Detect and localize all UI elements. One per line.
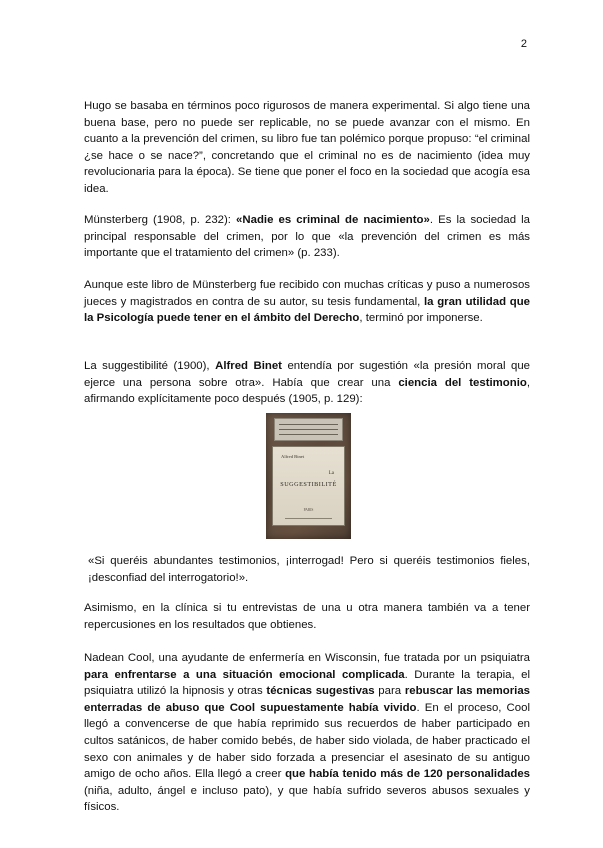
text-segment: (niña, adulto, ángel e incluso pato), y que había sufrido severos abusos sexuales y físicos. bbox=[84, 784, 530, 814]
text-segment: Aunque este libro de Münsterberg fue recibido con muchas críticas y puso a numerosos jueces y magistrados en contra de su autor, su tesis fundamental, bbox=[84, 279, 530, 308]
book-cover-article: La bbox=[328, 471, 334, 476]
paragraph-munsterberg-quote bbox=[84, 212, 530, 262]
band-line bbox=[279, 424, 338, 425]
band-line bbox=[279, 434, 338, 435]
bold-segment: para enfrentarse a una situación emocional complicada bbox=[84, 668, 405, 681]
book-cover-title: SUGGESTIBILITÉ bbox=[280, 481, 337, 488]
bold-segment: la gran utilidad que la Psicología puede tener en el ámbito del Derecho bbox=[84, 295, 530, 325]
text-segment: La suggestibilité (1900), bbox=[84, 360, 216, 372]
paragraph-nadean-cool bbox=[84, 650, 530, 816]
text-segment: . Es la sociedad la principal responsable del crimen, por lo que «la prevención del crimen es más importante que el tratamiento del crimen» (p. 233). bbox=[84, 214, 530, 260]
bold-segment: que había tenido más de 120 personalidades bbox=[285, 768, 530, 781]
book-cover-rule bbox=[285, 518, 332, 519]
book-cover-title-plate bbox=[272, 446, 345, 526]
text-segment: Münsterberg (1908, p. 232): bbox=[84, 214, 237, 226]
bold-segment: «Nadie es criminal de nacimiento» bbox=[236, 214, 430, 226]
text-segment: para bbox=[374, 685, 405, 698]
band-line bbox=[279, 429, 338, 430]
bold-segment: Alfred Binet bbox=[215, 360, 282, 372]
book-cover-image bbox=[266, 413, 351, 539]
paragraph-clinic: Asimismo, en la clínica si tu entrevistas de una u otra manera también va a tener repercusiones en los resultados que obtienes. bbox=[84, 602, 530, 631]
text-segment: . Durante la terapia, el psiquiatra utilizó la hipnosis y otras bbox=[84, 668, 530, 698]
bold-segment: rebuscar las memorias enterradas de abuso que Cool supuestamente había vivido bbox=[84, 685, 530, 714]
quote-binet: «Si queréis abundantes testimonios, ¡interrogad! Pero si queréis testimonios fieles, ¡desconfiad del interrogatorio!». bbox=[88, 555, 530, 584]
book-cover-author: Alfred Binet bbox=[281, 454, 305, 459]
text-segment: entendía por sugestión «la presión moral que ejerce una persona sobre otra». Había que crear una bbox=[84, 360, 530, 389]
bold-segment: técnicas sugestivas bbox=[266, 685, 375, 698]
text-segment: , afirmando explícitamente poco después (1905, p. 129): bbox=[84, 376, 530, 406]
text-segment: Nadean Cool, una ayudante de enfermería en Wisconsin, fue tratada por un psiquiatra bbox=[84, 652, 530, 664]
paragraph-munsterberg-thesis bbox=[84, 277, 530, 327]
text-segment: . En el proceso, Cool llegó a convencerse de que había reprimido sus recuerdos de haber participado en cultos satánicos, de haber comido bebés, de haber sido violada, de haber practicado el sexo con animales y de haber sido forzada a presenciar el asesinato de su antiguo amigo de ocho años. Ella llegó a creer bbox=[84, 701, 530, 781]
paragraph-binet bbox=[84, 358, 530, 408]
page-number: 2 bbox=[520, 38, 527, 50]
bold-segment: ciencia del testimonio bbox=[398, 376, 527, 389]
text-segment: , terminó por imponerse. bbox=[359, 312, 483, 325]
book-cover-header-band bbox=[274, 418, 343, 441]
book-cover-publisher: PARIS bbox=[303, 508, 314, 512]
paragraph-hugo: Hugo se basaba en términos poco rigurosos de manera experimental. Si algo tiene una buena base, pero no puede ser replicable, no se puede avanzar con el mismo. En cuanto a la prevención del crimen, su libro fue tan polémico porque propuso: “el criminal ¿se hace o se nace?”, concretando que el criminal no es de nacimiento (idea muy revolucionaria para la época). Se tiene que poner el foco en la sociedad que acogía esa idea. bbox=[84, 100, 530, 195]
